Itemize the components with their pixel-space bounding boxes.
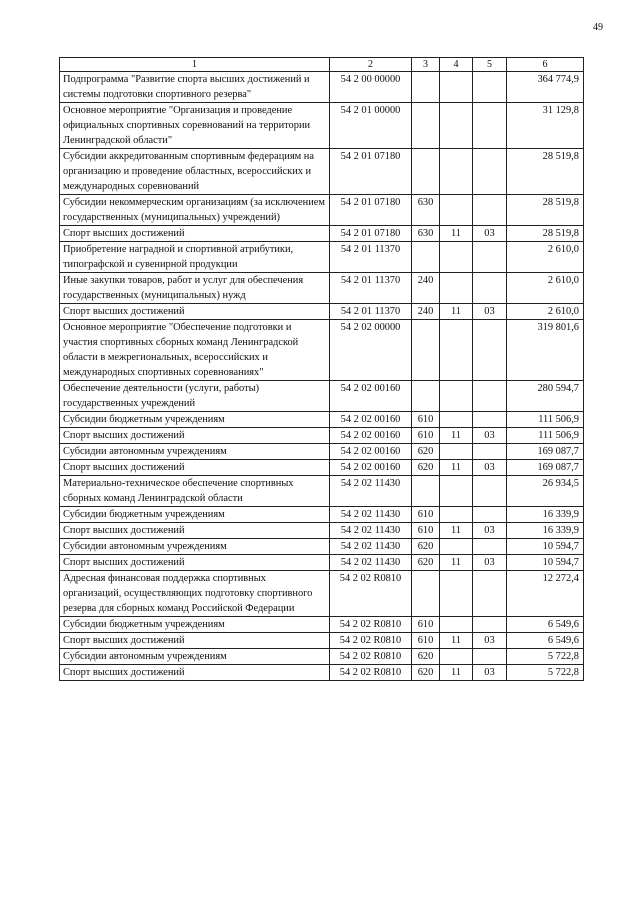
row-section: 11 xyxy=(440,460,473,476)
row-subsection xyxy=(473,617,507,633)
table-row xyxy=(60,149,584,195)
table-row xyxy=(60,226,584,242)
row-expense-type: 620 xyxy=(412,649,440,665)
table-row xyxy=(60,195,584,226)
row-amount: 16 339,9 xyxy=(507,507,584,523)
row-name: Субсидии некоммерческим организациям (за исключением государственных (муниципальных) учреждений) xyxy=(60,195,330,226)
row-section xyxy=(440,444,473,460)
table-row xyxy=(60,649,584,665)
row-code: 54 2 01 07180 xyxy=(330,149,412,195)
row-code: 54 2 02 00000 xyxy=(330,320,412,381)
row-expense-type xyxy=(412,571,440,617)
row-name: Основное мероприятие "Организация и проведение официальных спортивных соревнований на территории Ленинградской области" xyxy=(60,103,330,149)
row-code: 54 2 02 11430 xyxy=(330,523,412,539)
row-amount: 10 594,7 xyxy=(507,539,584,555)
row-expense-type: 610 xyxy=(412,523,440,539)
table-row xyxy=(60,428,584,444)
row-section xyxy=(440,539,473,555)
row-subsection: 03 xyxy=(473,665,507,681)
row-amount: 111 506,9 xyxy=(507,428,584,444)
row-amount: 10 594,7 xyxy=(507,555,584,571)
row-amount: 26 934,5 xyxy=(507,476,584,507)
row-expense-type: 620 xyxy=(412,460,440,476)
row-name: Субсидии автономным учреждениям xyxy=(60,649,330,665)
table-row xyxy=(60,103,584,149)
row-code: 54 2 02 00160 xyxy=(330,460,412,476)
row-name: Иные закупки товаров, работ и услуг для обеспечения государственных (муниципальных) нужд xyxy=(60,273,330,304)
row-code: 54 2 02 R0810 xyxy=(330,665,412,681)
row-amount: 28 519,8 xyxy=(507,195,584,226)
row-section xyxy=(440,195,473,226)
row-name: Спорт высших достижений xyxy=(60,226,330,242)
row-name: Спорт высших достижений xyxy=(60,523,330,539)
row-subsection xyxy=(473,412,507,428)
row-expense-type: 620 xyxy=(412,555,440,571)
row-name: Субсидии бюджетным учреждениям xyxy=(60,617,330,633)
row-subsection: 03 xyxy=(473,226,507,242)
row-subsection xyxy=(473,539,507,555)
row-name: Обеспечение деятельности (услуги, работы) государственных учреждений xyxy=(60,381,330,412)
row-subsection xyxy=(473,444,507,460)
row-name: Основное мероприятие "Обеспечение подготовки и участия спортивных сборных команд Ленинградской области в межрегиональных, всероссийских и международных спортивных соревнованиях" xyxy=(60,320,330,381)
row-amount: 6 549,6 xyxy=(507,617,584,633)
header-col-6: 6 xyxy=(507,58,584,72)
row-subsection xyxy=(473,381,507,412)
row-code: 54 2 00 00000 xyxy=(330,72,412,103)
row-code: 54 2 02 11430 xyxy=(330,539,412,555)
row-code: 54 2 02 R0810 xyxy=(330,571,412,617)
row-expense-type xyxy=(412,72,440,103)
row-section xyxy=(440,103,473,149)
table-row xyxy=(60,539,584,555)
row-expense-type xyxy=(412,320,440,381)
row-amount: 31 129,8 xyxy=(507,103,584,149)
row-amount: 6 549,6 xyxy=(507,633,584,649)
row-name: Субсидии аккредитованным спортивным федерациям на организацию и проведение областных, всероссийских и международных соревнований xyxy=(60,149,330,195)
row-expense-type: 630 xyxy=(412,226,440,242)
row-amount: 5 722,8 xyxy=(507,665,584,681)
row-expense-type xyxy=(412,149,440,195)
header-col-1: 1 xyxy=(60,58,330,72)
row-code: 54 2 02 R0810 xyxy=(330,649,412,665)
row-code: 54 2 01 11370 xyxy=(330,273,412,304)
table-row xyxy=(60,617,584,633)
row-code: 54 2 02 11430 xyxy=(330,476,412,507)
row-section xyxy=(440,72,473,103)
row-subsection: 03 xyxy=(473,304,507,320)
row-code: 54 2 01 00000 xyxy=(330,103,412,149)
table-row xyxy=(60,476,584,507)
row-section xyxy=(440,381,473,412)
row-code: 54 2 01 11370 xyxy=(330,304,412,320)
row-subsection xyxy=(473,571,507,617)
row-section: 11 xyxy=(440,523,473,539)
row-section xyxy=(440,649,473,665)
row-name: Спорт высших достижений xyxy=(60,633,330,649)
row-section: 11 xyxy=(440,665,473,681)
row-subsection xyxy=(473,149,507,195)
header-col-4: 4 xyxy=(440,58,473,72)
table-row xyxy=(60,507,584,523)
table-row xyxy=(60,523,584,539)
header-row xyxy=(60,58,584,72)
table-row xyxy=(60,242,584,273)
row-name: Спорт высших достижений xyxy=(60,428,330,444)
table-row xyxy=(60,555,584,571)
row-expense-type: 610 xyxy=(412,507,440,523)
row-amount: 5 722,8 xyxy=(507,649,584,665)
row-expense-type: 620 xyxy=(412,665,440,681)
table-row xyxy=(60,320,584,381)
row-expense-type: 630 xyxy=(412,195,440,226)
row-subsection xyxy=(473,320,507,381)
row-expense-type: 240 xyxy=(412,304,440,320)
row-amount: 169 087,7 xyxy=(507,444,584,460)
row-subsection xyxy=(473,195,507,226)
row-code: 54 2 02 00160 xyxy=(330,444,412,460)
row-name: Адресная финансовая поддержка спортивных организаций, осуществляющих подготовку спортивного резерва для сборных команд Российской Федерации xyxy=(60,571,330,617)
row-subsection: 03 xyxy=(473,555,507,571)
row-section xyxy=(440,507,473,523)
table-row xyxy=(60,72,584,103)
row-name: Материально-техническое обеспечение спортивных сборных команд Ленинградской области xyxy=(60,476,330,507)
row-code: 54 2 02 00160 xyxy=(330,381,412,412)
row-expense-type: 610 xyxy=(412,428,440,444)
row-code: 54 2 02 00160 xyxy=(330,412,412,428)
row-name: Спорт высших достижений xyxy=(60,665,330,681)
table-row xyxy=(60,460,584,476)
row-expense-type xyxy=(412,476,440,507)
row-expense-type: 620 xyxy=(412,539,440,555)
row-name: Субсидии бюджетным учреждениям xyxy=(60,412,330,428)
budget-table xyxy=(59,57,584,681)
page-number: 49 xyxy=(593,22,603,33)
row-expense-type xyxy=(412,103,440,149)
row-section: 11 xyxy=(440,226,473,242)
row-name: Приобретение наградной и спортивной атрибутики, типографской и сувенирной продукции xyxy=(60,242,330,273)
row-subsection xyxy=(473,242,507,273)
row-expense-type: 610 xyxy=(412,412,440,428)
row-name: Субсидии бюджетным учреждениям xyxy=(60,507,330,523)
row-section xyxy=(440,476,473,507)
row-amount: 12 272,4 xyxy=(507,571,584,617)
row-section: 11 xyxy=(440,304,473,320)
table-row xyxy=(60,381,584,412)
table-row xyxy=(60,571,584,617)
row-amount: 169 087,7 xyxy=(507,460,584,476)
row-expense-type xyxy=(412,381,440,412)
row-subsection xyxy=(473,273,507,304)
row-subsection xyxy=(473,72,507,103)
row-expense-type xyxy=(412,242,440,273)
row-amount: 280 594,7 xyxy=(507,381,584,412)
row-subsection: 03 xyxy=(473,460,507,476)
row-amount: 2 610,0 xyxy=(507,304,584,320)
row-code: 54 2 02 11430 xyxy=(330,507,412,523)
table-row xyxy=(60,444,584,460)
row-amount: 364 774,9 xyxy=(507,72,584,103)
row-amount: 16 339,9 xyxy=(507,523,584,539)
row-expense-type: 610 xyxy=(412,633,440,649)
row-expense-type: 240 xyxy=(412,273,440,304)
row-section xyxy=(440,320,473,381)
table-row xyxy=(60,665,584,681)
row-subsection xyxy=(473,507,507,523)
row-code: 54 2 02 R0810 xyxy=(330,617,412,633)
row-section xyxy=(440,571,473,617)
row-name: Подпрограмма "Развитие спорта высших достижений и системы подготовки спортивного резерва" xyxy=(60,72,330,103)
row-code: 54 2 01 07180 xyxy=(330,226,412,242)
row-name: Спорт высших достижений xyxy=(60,460,330,476)
row-name: Субсидии автономным учреждениям xyxy=(60,539,330,555)
row-section xyxy=(440,412,473,428)
table-row xyxy=(60,412,584,428)
row-subsection xyxy=(473,649,507,665)
row-name: Спорт высших достижений xyxy=(60,555,330,571)
row-code: 54 2 02 00160 xyxy=(330,428,412,444)
table-row xyxy=(60,633,584,649)
row-section xyxy=(440,273,473,304)
header-col-3: 3 xyxy=(412,58,440,72)
row-expense-type: 610 xyxy=(412,617,440,633)
row-section: 11 xyxy=(440,555,473,571)
row-subsection: 03 xyxy=(473,428,507,444)
row-code: 54 2 01 07180 xyxy=(330,195,412,226)
row-amount: 111 506,9 xyxy=(507,412,584,428)
row-subsection xyxy=(473,103,507,149)
row-name: Субсидии автономным учреждениям xyxy=(60,444,330,460)
row-amount: 319 801,6 xyxy=(507,320,584,381)
row-amount: 28 519,8 xyxy=(507,149,584,195)
header-col-2: 2 xyxy=(330,58,412,72)
table-row xyxy=(60,273,584,304)
row-section: 11 xyxy=(440,633,473,649)
row-expense-type: 620 xyxy=(412,444,440,460)
row-name: Спорт высших достижений xyxy=(60,304,330,320)
row-subsection: 03 xyxy=(473,523,507,539)
row-section xyxy=(440,149,473,195)
row-section xyxy=(440,617,473,633)
row-subsection: 03 xyxy=(473,633,507,649)
row-amount: 2 610,0 xyxy=(507,273,584,304)
table-row xyxy=(60,304,584,320)
row-amount: 28 519,8 xyxy=(507,226,584,242)
row-section xyxy=(440,242,473,273)
row-section: 11 xyxy=(440,428,473,444)
row-code: 54 2 01 11370 xyxy=(330,242,412,273)
header-col-5: 5 xyxy=(473,58,507,72)
row-amount: 2 610,0 xyxy=(507,242,584,273)
row-code: 54 2 02 11430 xyxy=(330,555,412,571)
row-code: 54 2 02 R0810 xyxy=(330,633,412,649)
row-subsection xyxy=(473,476,507,507)
